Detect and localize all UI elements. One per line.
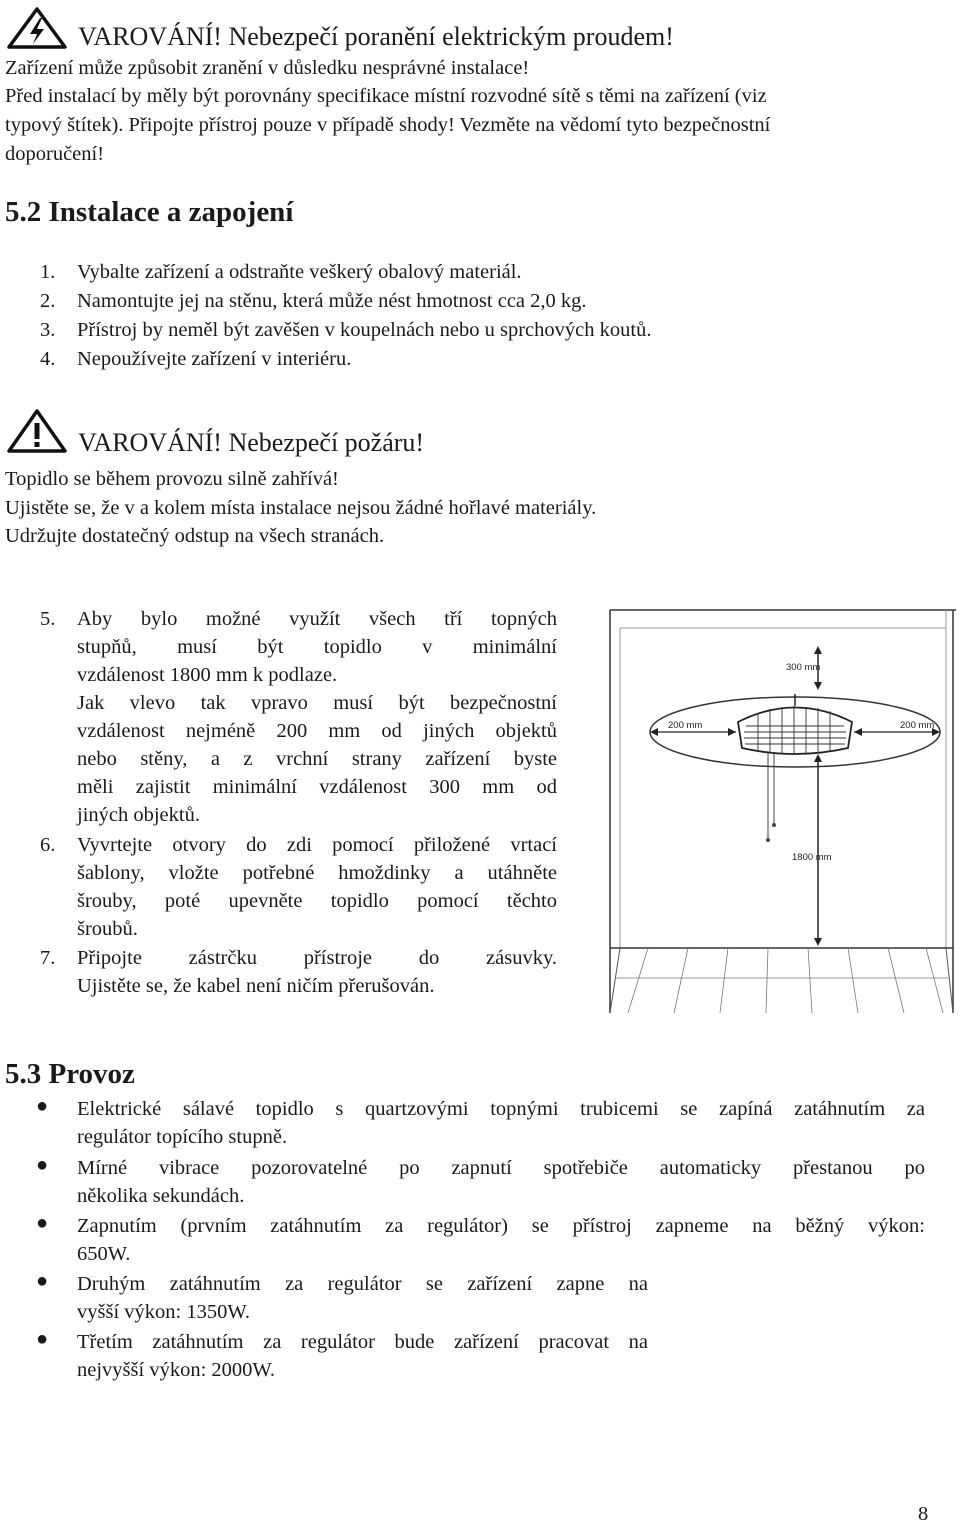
bullet-line: regulátor topícího stupně. (77, 1126, 288, 1148)
label-left-clearance: 200 mm (668, 720, 703, 731)
bullet-line: Mírné vibrace pozorovatelné po zapnutí spotřebiče automaticky přestanou po (77, 1157, 925, 1179)
step-text-block (77, 831, 557, 943)
bullet-line: vyšší výkon: 1350W. (77, 1301, 250, 1323)
bullet-line: Druhým zatáhnutím za regulátor se zařízení zapne na (77, 1273, 648, 1295)
page-number: 8 (918, 1503, 929, 1525)
step-text: Přístroj by neměl být zavěšen v koupelnách nebo u sprchových koutů. (77, 319, 652, 341)
step-number: 7. (40, 947, 56, 969)
warning-text-line: Před instalací by měly být porovnány specifikace místní rozvodné sítě s těmi na zařízení (viz (5, 85, 767, 107)
step-text: Nepoužívejte zařízení v interiéru. (77, 348, 352, 370)
step-number: 4. (40, 348, 56, 370)
bullet-dot-icon: ● (36, 1095, 49, 1117)
step-text: Vybalte zařízení a odstraňte veškerý obalový materiál. (77, 261, 522, 283)
warning-title-electric: VAROVÁNÍ! Nebezpečí poranění elektrickým proudem! (78, 22, 674, 51)
warning-text-line: Ujistěte se, že v a kolem místa instalace nejsou žádné hořlavé materiály. (5, 497, 597, 519)
bullet-dot-icon: ● (36, 1154, 49, 1176)
step-number: 3. (40, 319, 56, 341)
warning-text-line: doporučení! (5, 143, 105, 165)
bullet-line: nejvyšší výkon: 2000W. (77, 1359, 275, 1381)
step-line: Jak vlevo tak vpravo musí být bezpečnostní (77, 692, 557, 714)
step-text-block (77, 944, 557, 1000)
step-text: Namontujte jej na stěnu, která může nést hmotnost cca 2,0 kg. (77, 290, 587, 312)
step-line: Aby bylo možné využít všech tří topných (77, 608, 557, 630)
step-text-block (77, 605, 557, 829)
step-number: 6. (40, 834, 56, 856)
bullet-line: Zapnutím (prvním zatáhnutím za regulátor) se přístroj zapneme na běžný výkon: (77, 1215, 925, 1237)
bullet-line: 650W. (77, 1243, 131, 1265)
bullet-line: Elektrické sálavé topidlo s quartzovými topnými trubicemi se zapíná zatáhnutím za (77, 1098, 925, 1120)
warning-text-line: Topidlo se během provozu silně zahřívá! (5, 468, 339, 490)
step-number: 1. (40, 261, 56, 283)
step-line: vzdálenost nejméně 200 mm od jiných objektů (77, 720, 557, 742)
step-number: 2. (40, 290, 56, 312)
bullet-line: Třetím zatáhnutím za regulátor bude zařízení pracovat na (77, 1331, 648, 1353)
step-line: šroubů. (77, 918, 138, 940)
label-floor-clearance: 1800 mm (792, 852, 832, 863)
step-line: šablony, vložte potřebné hmoždinky a utáhněte (77, 862, 557, 884)
installation-clearance-diagram (608, 608, 958, 1023)
warning-triangle-icon (6, 408, 68, 454)
section-heading-5-3: 5.3 Provoz (5, 1058, 135, 1090)
step-line: Vyvrtejte otvory do zdi pomocí přiložené vrtací (77, 834, 557, 856)
bullet-dot-icon: ● (36, 1270, 49, 1292)
step-line: jiných objektů. (77, 804, 200, 826)
step-line: měli zajistit minimální vzdálenost 300 mm od (77, 776, 557, 798)
step-line: Připojte zástrčku přístroje do zásuvky. (77, 947, 557, 969)
warning-text-line: Zařízení může způsobit zranění v důsledku nesprávné instalace! (5, 57, 530, 79)
step-line: šrouby, poté upevněte topidlo pomocí těchto (77, 890, 557, 912)
warning-title-fire: VAROVÁNÍ! Nebezpečí požáru! (78, 428, 425, 457)
warning-text-line: Udržujte dostatečný odstup na všech stranách. (5, 525, 385, 547)
step-line: nebo stěny, a z vrchní strany zařízení byste (77, 748, 557, 770)
bullet-dot-icon: ● (36, 1328, 49, 1350)
step-number: 5. (40, 608, 56, 630)
bullet-dot-icon: ● (36, 1212, 49, 1234)
section-heading-5-2: 5.2 Instalace a zapojení (5, 196, 294, 228)
step-line: vzdálenost 1800 mm k podlaze. (77, 664, 338, 686)
step-line: Ujistěte se, že kabel není ničím přerušován. (77, 975, 435, 997)
label-top-clearance: 300 mm (786, 662, 821, 673)
bullet-line: několika sekundách. (77, 1185, 245, 1207)
step-line: stupňů, musí být topidlo v minimální (77, 636, 557, 658)
electric-warning-icon (6, 6, 68, 50)
warning-text-line: typový štítek). Připojte přístroj pouze v případě shody! Vezměte na vědomí tyto bezpečnostní (5, 114, 771, 136)
label-right-clearance: 200 mm (900, 720, 935, 731)
